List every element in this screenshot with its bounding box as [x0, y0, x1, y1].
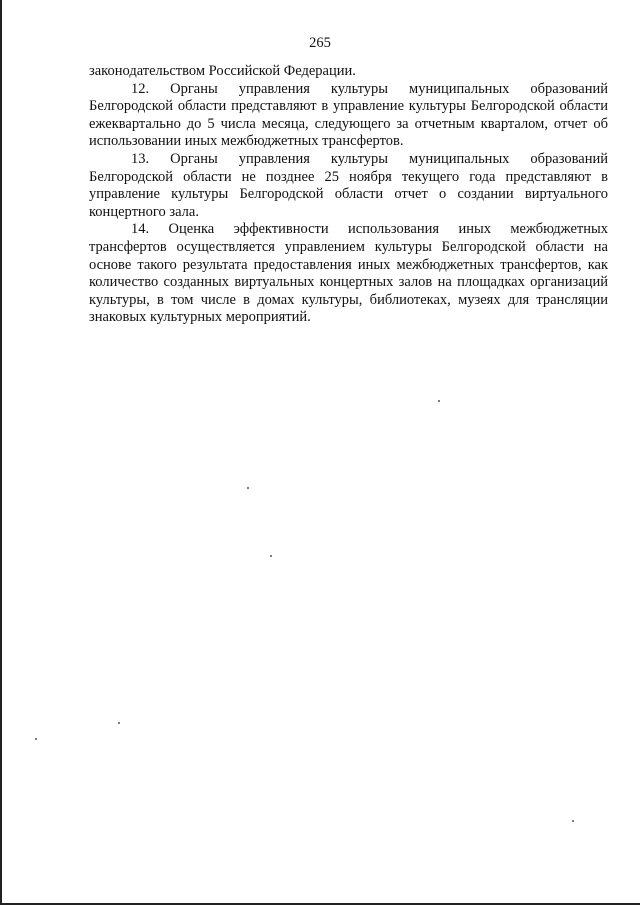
- scan-speck: [572, 820, 574, 822]
- scan-speck: [118, 722, 120, 724]
- document-body: [89, 63, 608, 327]
- scan-speck: [270, 555, 272, 557]
- paragraph-14: 14. Оценка эффективности использования иных межбюджетных трансфертов осуществляется управлением культуры Белгородской области на основе такого результата предоставления иных межбюджетных трансфертов, как количество созданных виртуальных концертных залов на площадках организаций культуры, в том числе в домах культуры, библиотеках, музеях для трансляции знаковых культурных мероприятий.: [89, 221, 608, 326]
- scan-left-edge: [0, 0, 2, 905]
- paragraph-13: 13. Органы управления культуры муниципальных образований Белгородской области не позднее 25 ноября текущего года представляют в управление культуры Белгородской области отчет о создании виртуального концертного зала.: [89, 150, 608, 220]
- scan-speck: [247, 487, 249, 489]
- paragraph-12: 12. Органы управления культуры муниципальных образований Белгородской области представляют в управление культуры Белгородской области ежеквартально до 5 числа месяца, следующего за отчетным кварталом, отчет об использовании иных межбюджетных трансфертов.: [89, 80, 608, 150]
- scan-speck: [438, 400, 440, 402]
- paragraph-continuation: законодательством Российской Федерации.: [89, 63, 356, 79]
- scan-speck: [35, 738, 37, 740]
- page-number: 265: [309, 35, 331, 51]
